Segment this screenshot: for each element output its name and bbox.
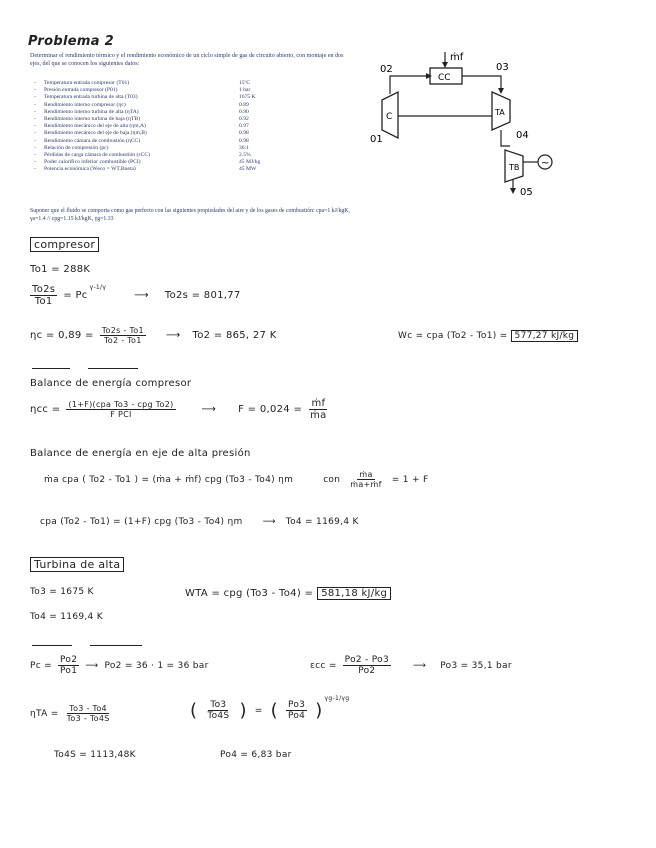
- bullet-dash: -: [34, 101, 36, 108]
- eta-num: To3 - To4: [69, 704, 107, 713]
- ratio-den: ṁa+ṁf: [350, 480, 382, 489]
- data-value: 0.98: [239, 137, 249, 144]
- ncc-lhs: ηcc =: [30, 404, 61, 415]
- bullet-dash: -: [34, 137, 36, 144]
- data-label: Rendimiento interno turbina de alta (ηTA): [44, 108, 139, 115]
- bullet-dash: -: [34, 80, 36, 86]
- bullet-dash: -: [34, 166, 36, 173]
- data-row: [34, 109, 334, 116]
- data-value: 1675 K: [239, 94, 256, 101]
- pc-num: Po2: [59, 655, 78, 665]
- wta-lhs: WTA = cpg (To3 - To4) =: [185, 588, 314, 599]
- data-list: [34, 80, 334, 174]
- divider: [32, 368, 70, 369]
- data-label: Relación de compresión (pc): [44, 144, 109, 151]
- data-label: Rendimiento mecánico del eje de baja (ηm,B): [44, 130, 147, 137]
- ecc-rhs: Po3 = 35,1 bar: [440, 660, 512, 671]
- bullet-dash: -: [34, 87, 36, 94]
- bullet-dash: -: [34, 159, 36, 166]
- data-value: 36:1: [239, 144, 249, 151]
- bullet-dash: -: [34, 152, 36, 159]
- iso-den: To1: [34, 296, 53, 307]
- arrow-icon: ⟶: [134, 290, 149, 301]
- eta-den: To3 - To4S: [66, 714, 110, 723]
- ecc-fraction: [343, 655, 391, 676]
- eff-row: [30, 326, 277, 345]
- divider: [90, 645, 142, 646]
- data-label: Temperatura entrada compresor (T01): [44, 80, 130, 86]
- ncc-den: F PCI: [110, 410, 132, 419]
- eff-den: To2 - To1: [103, 336, 142, 345]
- label-tb: TB: [509, 163, 520, 172]
- iso-num: To2s: [32, 284, 56, 295]
- data-label: Rendimiento interno compresor (ηc): [44, 101, 126, 108]
- arrow-icon: ⟶: [165, 330, 181, 341]
- data-value: 45 MJ/kg: [239, 159, 261, 166]
- data-row: [34, 130, 334, 137]
- label-fuel: ṁf: [450, 52, 464, 63]
- data-value: 45 MW: [239, 166, 257, 173]
- data-label: Rendimiento cámara de combustión (ηCC): [44, 137, 141, 144]
- problem-intro: Determinar el rendimiento térmico y el rendimiento económico de un ciclo simple de gas de circuito abierto, con montaje en dos ejes, del que se conocen los siguientes datos:: [30, 53, 344, 67]
- eff-num: To2s - To1: [101, 326, 144, 335]
- ratio-fraction: [348, 470, 384, 489]
- data-value: 0.89: [239, 101, 249, 108]
- temp-ratio-den: To4S: [207, 711, 230, 721]
- press-ratio-num: Po3: [287, 700, 306, 710]
- label-04: 04: [516, 130, 529, 141]
- data-row: [34, 102, 334, 109]
- divider: [88, 368, 138, 369]
- ma-den: ṁa: [310, 410, 327, 421]
- iso-rhs: = Pc: [63, 290, 88, 301]
- balance-cc-header: Balance de energía compresor: [30, 378, 192, 389]
- data-value: 1 bar: [239, 87, 251, 94]
- label-gen: ~: [541, 158, 550, 169]
- section-compresor: compresor: [30, 237, 99, 252]
- temp-ratio-num: To3: [210, 700, 227, 710]
- bullet-dash: -: [34, 94, 36, 101]
- pc-rhs: Po2 = 36 · 1 = 36 bar: [104, 660, 209, 671]
- pc-fraction: [58, 655, 79, 676]
- eta-ta-row: [30, 704, 112, 723]
- press-ratio-fraction: [286, 700, 307, 721]
- arrow-icon: ⟶: [262, 517, 276, 527]
- data-label: Presión entrada compresor (P01): [44, 87, 118, 94]
- shaft-eq2-row: [40, 517, 359, 527]
- paren-icon: (: [270, 700, 278, 721]
- mf-ma-fraction: [308, 398, 328, 421]
- data-value: 0.97: [239, 123, 249, 130]
- balance-shaft-header: Balance de energía en eje de alta presión: [30, 448, 251, 459]
- paren-icon: ): [315, 700, 323, 721]
- label-c: C: [386, 112, 393, 122]
- section-turbina-alta: Turbina de alta: [30, 557, 124, 572]
- mf-num: ṁf: [311, 398, 326, 409]
- bullet-dash: -: [34, 144, 36, 151]
- pc-lhs: Pc =: [30, 660, 52, 671]
- t04-line: To4 = 1169,4 K: [30, 612, 103, 622]
- press-ratio-den: Po4: [287, 711, 306, 721]
- data-value: 2.5%: [239, 152, 251, 159]
- ecc-lhs: εcc =: [310, 660, 337, 671]
- data-value: 0.98: [239, 130, 249, 137]
- pc-den: Po1: [59, 666, 78, 676]
- wc-lhs: Wc = cpa (To2 - To1) =: [398, 331, 508, 341]
- label-03: 03: [496, 62, 509, 73]
- pc-row: [30, 655, 209, 676]
- data-value: 0.90: [239, 108, 249, 115]
- iso-result: To2s = 801,77: [164, 290, 241, 301]
- bullet-dash: -: [34, 130, 36, 137]
- wta-row: [185, 587, 391, 600]
- eff-fraction: [100, 326, 146, 345]
- data-row: [34, 166, 334, 173]
- temp-ratio-fraction: [205, 700, 231, 721]
- cycle-diagram: [370, 50, 590, 200]
- data-label: Rendimiento mecánico del eje de alta (ηm,A): [44, 123, 146, 130]
- f-result: F = 0,024 =: [238, 404, 303, 415]
- label-ta: TA: [495, 108, 505, 117]
- shaft-eq1: ṁa cpa ( To2 - To1 ) = (ṁa + ṁf) cpg (To3 - To4) ηm: [44, 474, 294, 485]
- wc-result: 577,27 kJ/kg: [511, 330, 579, 342]
- problem-title: Problema 2: [28, 34, 114, 49]
- pr-exp: γg-1/γg: [324, 695, 350, 702]
- t04s-line: To4S = 1113,48K: [54, 750, 136, 760]
- label-02: 02: [380, 64, 393, 75]
- label-01: 01: [370, 134, 383, 145]
- data-value: 15ºC: [239, 80, 251, 86]
- iso-fraction: [30, 284, 57, 307]
- bullet-dash: -: [34, 116, 36, 123]
- arrow-icon: ⟶: [201, 404, 217, 415]
- eff-lhs: ηc = 0,89 =: [30, 330, 94, 341]
- t04-result: To4 = 1169,4 K: [285, 517, 359, 527]
- data-label: Rendimiento interno turbina de baja (ηTB): [44, 116, 140, 123]
- eta-fraction: [65, 704, 112, 723]
- arrow-icon: ⟶: [85, 660, 99, 671]
- eff-result: To2 = 865, 27 K: [192, 330, 277, 341]
- data-label: Poder calorífico inferior combustible (PCI): [44, 159, 141, 166]
- t03-line: To3 = 1675 K: [30, 587, 94, 597]
- wta-result: 581,18 kJ/kg: [317, 587, 391, 600]
- bullet-dash: -: [34, 123, 36, 130]
- paren-icon: ): [239, 700, 247, 721]
- data-row: [34, 138, 334, 145]
- ecc-num: Po2 - Po3: [344, 655, 390, 665]
- label-05: 05: [520, 187, 533, 198]
- ratio-num: ṁa: [359, 470, 373, 479]
- pressure-ratio-row: [190, 695, 355, 721]
- ncc-fraction: [66, 400, 175, 419]
- ecc-den: Po2: [358, 666, 376, 676]
- balance-cc-row: [30, 398, 329, 421]
- ecc-row: [310, 655, 512, 676]
- wc-row: [398, 330, 578, 342]
- eta-lhs: ηTA =: [30, 708, 59, 719]
- t01-line: To1 = 288K: [30, 264, 91, 275]
- data-label: Pérdidas de carga cámara de combustión (εCC): [44, 152, 151, 159]
- arrow-icon: ⟶: [413, 660, 427, 671]
- data-row: [34, 145, 334, 152]
- data-label: Temperatura entrada turbina de alta (T03): [44, 94, 138, 101]
- p04-line: Po4 = 6,83 bar: [220, 750, 292, 760]
- label-cc: CC: [438, 73, 451, 83]
- shaft-eq2: cpa (To2 - To1) = (1+F) cpg (To3 - To4) ηm: [40, 517, 243, 527]
- con-text: con: [323, 474, 341, 485]
- data-row: [34, 94, 334, 101]
- iso-exp: γ-1/γ: [89, 284, 107, 291]
- data-value: 0.92: [239, 116, 249, 123]
- ratio-rhs: = 1 + F: [391, 474, 429, 485]
- bullet-dash: -: [34, 108, 36, 115]
- divider: [32, 645, 72, 646]
- ncc-num: (1+F)(cpa To3 - cpg To2): [68, 400, 174, 409]
- data-label: Potencia económica (Ẇeco = ẆT,Bneta): [44, 166, 136, 173]
- equals-icon: =: [254, 705, 263, 716]
- shaft-eq1-row: [44, 470, 428, 489]
- paren-icon: (: [190, 700, 198, 721]
- isentropic-row: [30, 284, 241, 307]
- assumption-text: Suponer que el fluido se comporta como gas perfecto con las siguientes propiedades del aire y de los gases de combustión: cpa=1 kJ/kgK, γa=1.4 // cpg=1.15 kJ/kgK, γg=1.33: [30, 208, 350, 222]
